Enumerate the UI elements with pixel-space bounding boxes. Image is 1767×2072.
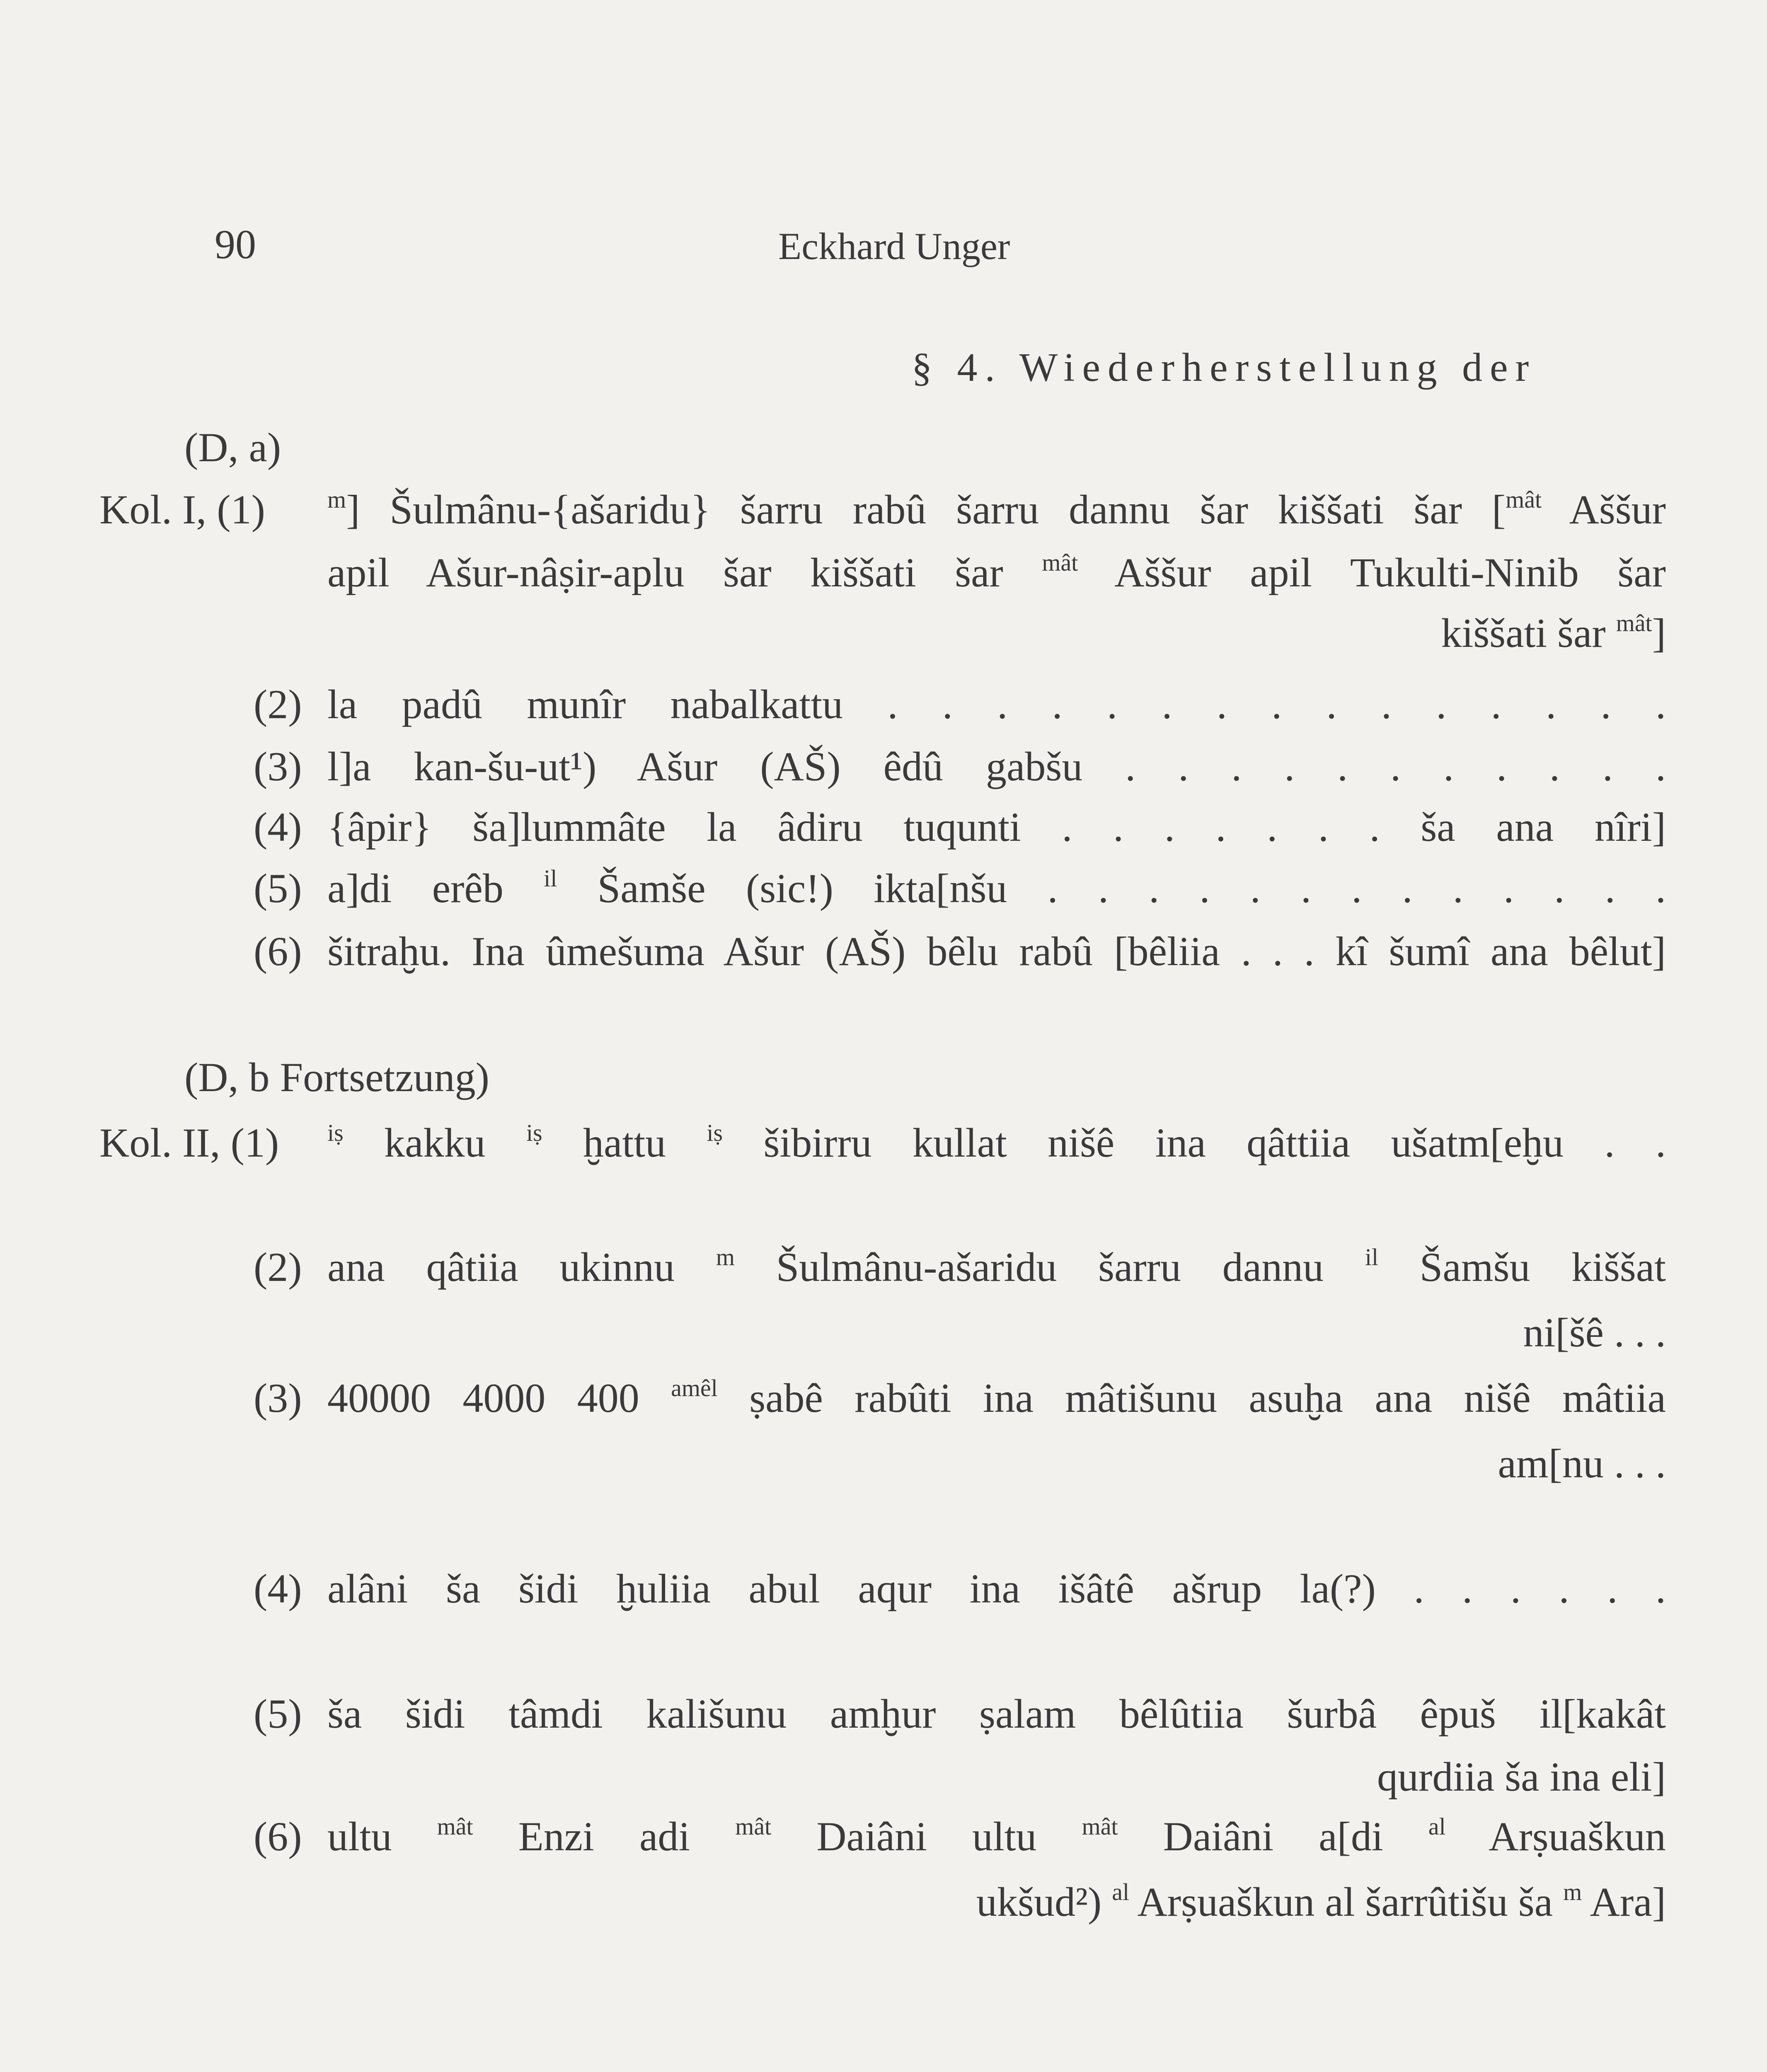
text-line: $^{iṣ}$ kakku $^{iṣ}$ ḫattu $^{iṣ}$ šibirru kullat nišê ina qâttiia ušatm[eḫu . . [327, 1119, 1666, 1166]
text-line: l]a kan-šu-ut¹) Ašur (AŠ) êdû gabšu . . . . . . . . . . . [327, 743, 1666, 789]
text-line: ultu $^{mât}$ Enzi adi $^{mât}$ Daiâni ultu $^{mât}$ Daiâni a[di $^{al}$ Arṣuaškun [327, 1813, 1666, 1859]
col-ref-kol-i: Kol. I, (1) [99, 487, 265, 533]
line-number: (4) [254, 1566, 302, 1612]
line-number: (2) [254, 1244, 302, 1290]
line-number: (5) [254, 865, 302, 911]
text-line: kiššati šar $^{mât}$] [1441, 610, 1666, 656]
part-b-label: (D, b Fortsetzung) [184, 1054, 489, 1100]
line-number: (2) [254, 681, 302, 727]
text-line: 40000 4000 400 $^{amêl}$ ṣabê rabûti ina mâtišunu asuḫa ana nišê mâtiia [327, 1375, 1666, 1421]
text-line: {âpir} ša]lummâte la âdiru tuqunti . . . . . . . ša ana nîri] [327, 804, 1666, 850]
line-number: (6) [254, 1813, 302, 1859]
col-ref-kol-ii: Kol. II, (1) [99, 1120, 279, 1166]
text-line: ša šidi tâmdi kališunu amḫur ṣalam bêlûtiia šurbâ êpuš il[kakât [327, 1691, 1666, 1737]
text-line: la padû munîr nabalkattu . . . . . . . . . . . . . . . [327, 681, 1666, 727]
text-line: apil Ašur-nâṣir-aplu šar kiššati šar $^{mât}$ Aššur apil Tukulti-Ninib šar [327, 549, 1666, 595]
part-a-label: (D, a) [184, 424, 281, 470]
running-title: Eckhard Unger [778, 225, 1010, 267]
text-line: alâni ša šidi ḫuliia abul aqur ina išâtê ašrup la(?) . . . . . . [327, 1566, 1666, 1612]
line-number: (3) [254, 743, 302, 789]
text-line: ukšud²) $^{al}$ Arṣuaškun al šarrûtišu ša $^m$ Ara] [976, 1878, 1666, 1925]
line-number: (4) [254, 804, 302, 850]
line-number: (3) [254, 1375, 302, 1421]
page-number: 90 [215, 221, 256, 267]
text-line: a]di erêb $^{il}$ Šamše (sic!) ikta[nšu . . . . . . . . . . . . . [327, 865, 1666, 911]
section-heading: § 4. Wiederherstellung der [912, 345, 1537, 390]
line-number: (5) [254, 1691, 302, 1737]
text-line: $^m$] Šulmânu-{ašaridu} šarru rabû šarru dannu šar kiššati šar [$^{mât}$ Aššur [327, 486, 1666, 533]
text-line: ana qâtiia ukinnu $^m$ Šulmânu-ašaridu šarru dannu $^{il}$ Šamšu kiššat [327, 1244, 1666, 1290]
text-line: qurdiia ša ina eli] [1377, 1754, 1666, 1800]
text-line: šitraḫu. Ina ûmešuma Ašur (AŠ) bêlu rabû [bêliia . . . kî šumî ana bêlut] [327, 928, 1666, 974]
text-line: ni[šê . . . [1523, 1310, 1666, 1356]
line-number: (6) [254, 928, 302, 974]
text-line: am[nu . . . [1498, 1440, 1666, 1486]
